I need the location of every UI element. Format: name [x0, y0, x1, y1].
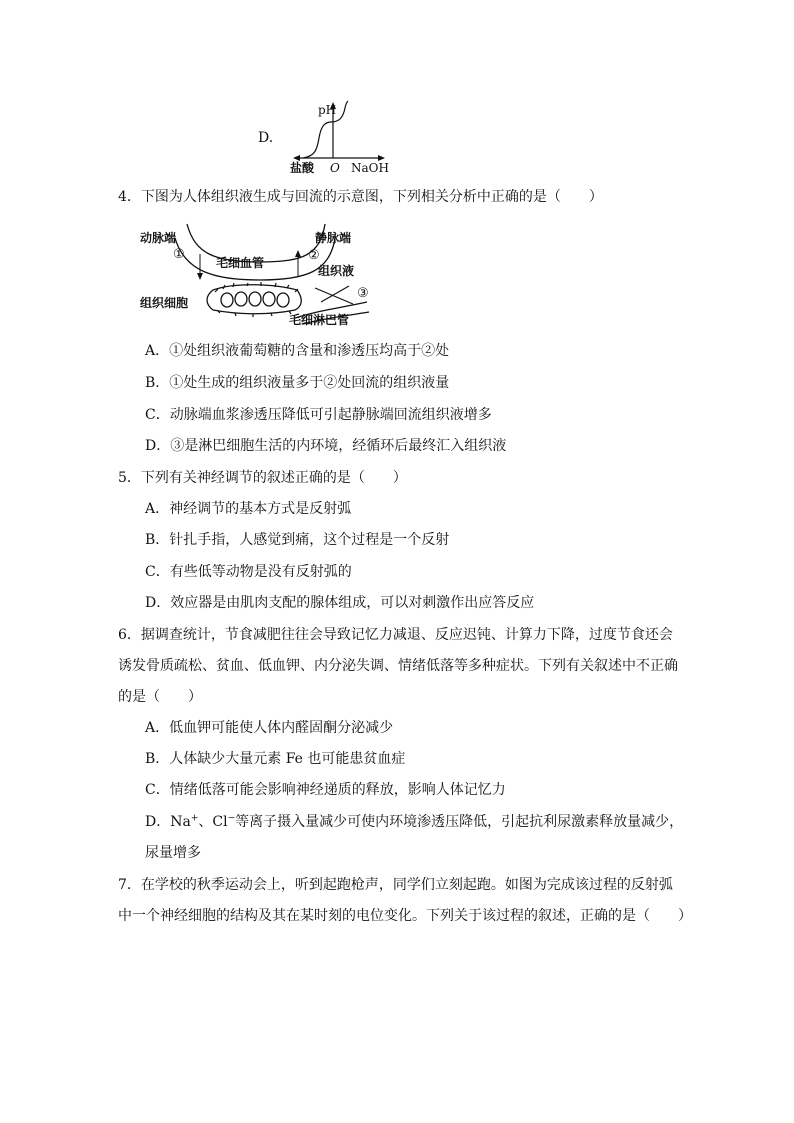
q6-option-d-rest: 等离子摄入量减少可使内环境渗透压降低，引起抗利尿激素释放量减少， [235, 814, 684, 830]
ph-chart [285, 98, 395, 168]
artery-end-label: 动脉端 [140, 231, 177, 245]
q6-option-b: B．人体缺少大量元素 Fe 也可能患贫血症 [145, 751, 406, 767]
q6-stem-line-3: 的是（ ） [118, 689, 202, 705]
q6-option-d-sup-minus: − [227, 813, 236, 824]
tissue-cells [207, 282, 301, 317]
q7-stem-line-2: 中一个神经细胞的结构及其在某时刻的电位变化。下列关于该过程的叙述，正确的是（ ） [118, 908, 692, 924]
q6-option-c: C．情绪低落可能会影响神经递质的释放，影响人体记忆力 [145, 782, 506, 798]
lymph-capillary-label: 毛细淋巴管 [289, 313, 350, 327]
tissue-cell-label: 组织细胞 [140, 296, 189, 310]
q5-stem: 5．下列有关神经调节的叙述正确的是（ ） [118, 470, 407, 486]
q5-option-d: D．效应器是由肌肉支配的腺体组成，可以对刺激作出应答反应 [145, 595, 535, 611]
circle-1-label: ① [173, 247, 185, 262]
tissue-fluid-label: 组织液 [318, 264, 355, 278]
q5-option-c: C．有些低等动物是没有反射弧的 [145, 564, 352, 580]
q6-option-d [145, 812, 683, 832]
q6-option-d-prefix: D．Na [145, 814, 191, 830]
hydrochloric-acid-label: 盐酸 [290, 161, 315, 175]
circle-3-label: ③ [357, 286, 369, 301]
q5-option-b: B．针扎手指，人感觉到痛，这个过程是一个反射 [145, 532, 450, 548]
circle-2-label: ② [308, 248, 320, 263]
q6-stem-line-1: 6．据调查统计，节食减肥往往会导致记忆力减退、反应迟钝、计算力下降，过度节食还会 [118, 627, 673, 643]
q4-option-b: B．①处生成的组织液量多于②处回流的组织液量 [145, 375, 450, 391]
vein-end-label: 静脉端 [315, 231, 352, 245]
ph-axis-label: pH [318, 103, 337, 117]
q4-option-d: D．③是淋巴细胞生活的内环境，经循环后最终汇入组织液 [145, 438, 507, 454]
q4-option-c: C．动脉端血浆渗透压降低可引起静脉端回流组织液增多 [145, 407, 492, 423]
origin-label: O [330, 161, 340, 175]
q6-option-d-continuation: 尿量增多 [145, 845, 201, 861]
q4-option-a: A．①处组织液葡萄糖的含量和渗透压均高于②处 [145, 343, 450, 359]
q7-stem-line-1: 7．在学校的秋季运动会上，听到起跑枪声，同学们立刻起跑。如图为完成该过程的反射弧 [118, 877, 673, 893]
q4-stem: 4．下图为人体组织液生成与回流的示意图，下列相关分析中正确的是（ ） [118, 189, 603, 205]
q6-option-d-mid: 、Cl [198, 814, 228, 830]
q6-stem-line-2: 诱发骨质疏松、贫血、低血钾、内分泌失调、情绪低落等多种症状。下列有关叙述中不正确 [118, 658, 678, 674]
q6-option-a: A．低血钾可能使人体内醛固酮分泌减少 [145, 720, 394, 736]
q5-option-a: A．神经调节的基本方式是反射弧 [145, 501, 352, 517]
capillary-label: 毛细血管 [216, 256, 265, 270]
naoh-label: NaOH [351, 161, 389, 175]
option-d-label: D. [258, 130, 274, 146]
lymph-line-2 [321, 286, 349, 302]
q6-option-d-sup-plus: + [190, 813, 199, 824]
lymph-line-1 [315, 288, 353, 304]
